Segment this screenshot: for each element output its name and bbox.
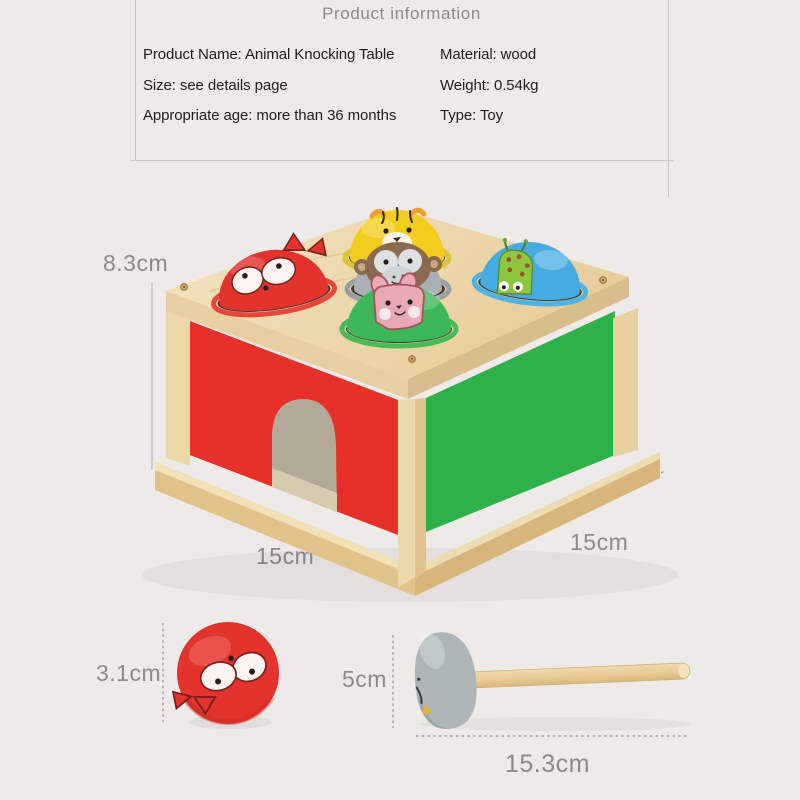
knock-box <box>142 208 678 602</box>
dimension-label-width-left: 15cm <box>256 543 315 569</box>
spec-weight: Weight: 0.54kg <box>440 77 539 94</box>
dimension-label-width-right: 15cm <box>570 529 629 555</box>
dimension-label-hammer-length: 15.3cm <box>505 750 590 778</box>
dimension-label-hammer-head: 5cm <box>342 666 387 692</box>
dimension-label-ball-diameter: 3.1cm <box>96 660 162 686</box>
spec-age: Appropriate age: more than 36 months <box>143 107 397 124</box>
hammer-handle <box>466 663 690 688</box>
dimension-label-height: 8.3cm <box>103 250 169 276</box>
hammer-head <box>409 626 482 732</box>
accessory-ball <box>169 622 279 729</box>
page-title: Product information <box>322 4 481 23</box>
spec-product-name: Product Name: Animal Knocking Table <box>143 46 395 63</box>
spec-type: Type: Toy <box>440 107 504 124</box>
spec-size: Size: see details page <box>143 77 288 94</box>
hammer <box>409 626 690 732</box>
spec-material: Material: wood <box>440 46 537 63</box>
